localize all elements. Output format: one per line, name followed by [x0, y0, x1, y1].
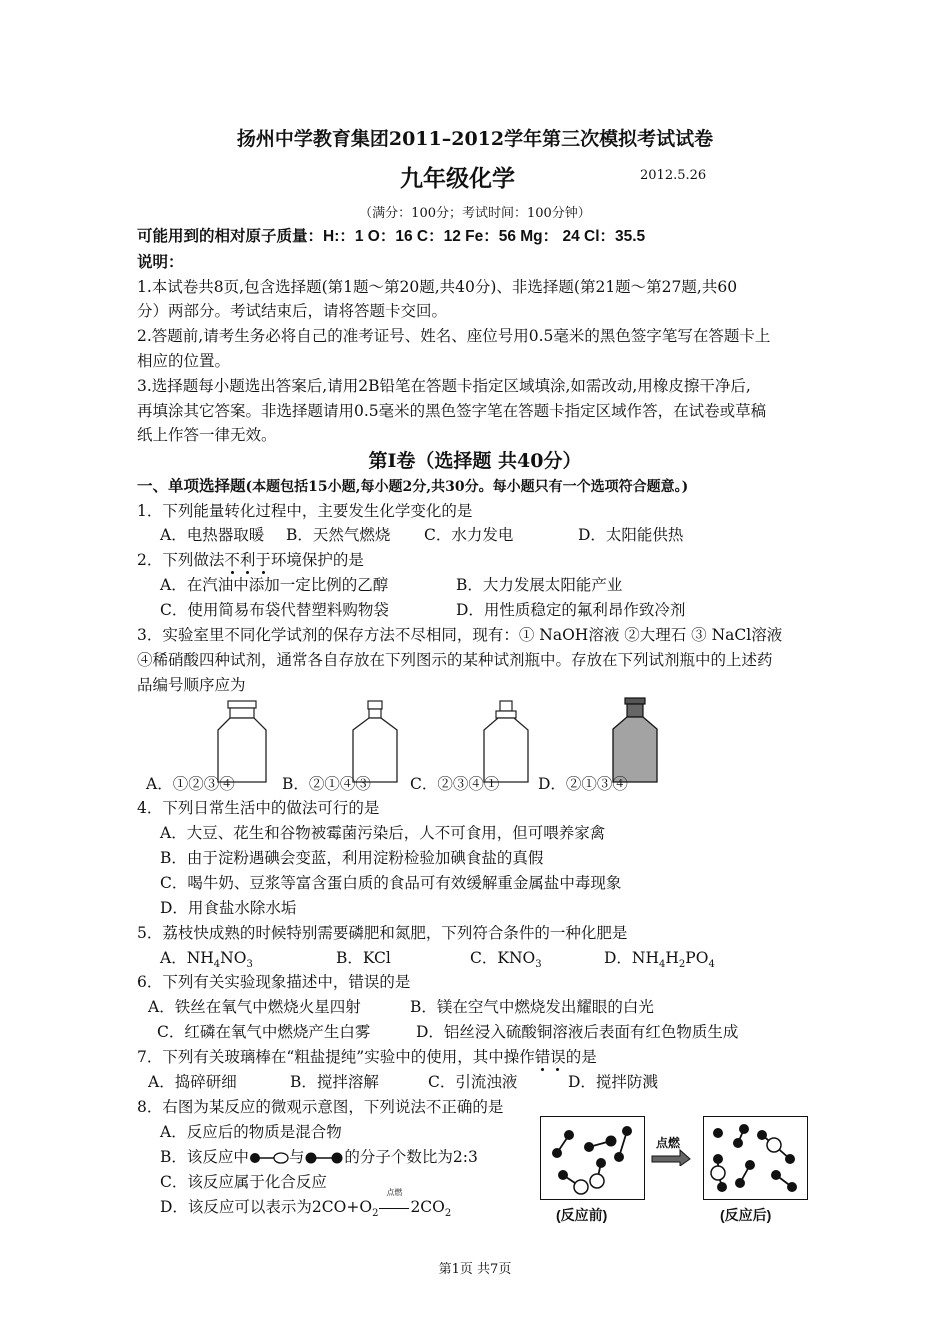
score-line: （满分：100分；考试时间：100分钟）	[359, 206, 591, 221]
wide-mouth-bottle-icon	[214, 700, 270, 784]
subscript: 3	[246, 959, 253, 971]
brown-bottle-icon	[610, 697, 660, 784]
subscript: 2	[372, 1208, 379, 1220]
question-6-stem: 6．下列有关实验现象描述中，错误的是	[137, 973, 411, 991]
option-text: B．该反应中	[160, 1148, 249, 1166]
subscript: 4	[213, 959, 221, 971]
note-line: 2.答题前,请考生务必将自己的准考证号、姓名、座位号用0.5毫米的黑色签字笔写在答题卡上	[137, 327, 771, 345]
formula-text: PO	[685, 949, 709, 967]
q8-option-a: A．反应后的物质是混合物	[160, 1123, 342, 1141]
question-8-stem: 8．右图为某反应的微观示意图，下列说法不正确的是	[137, 1098, 504, 1116]
page-footer: 第1页 共7页	[438, 1262, 512, 1277]
exam-date: 2012.5.26	[640, 168, 707, 183]
option-text: 2CO	[410, 1198, 445, 1216]
q8-option-b	[160, 1146, 478, 1168]
question-2-stem	[137, 549, 364, 571]
q6-option-d: D．铝丝浸入硫酸铜溶液后表面有红色物质生成	[416, 1023, 739, 1041]
q3-option-c: C．②③④①	[410, 775, 500, 793]
q3-option-a: A．①②③④	[146, 775, 235, 793]
exam-title: 扬州中学教育集团2011–2012学年第三次模拟考试试卷	[236, 128, 714, 150]
q7-option-b: B．搅拌溶解	[290, 1073, 379, 1091]
stem-text: 7．下列有关玻璃棒在“粗盐提纯”实验中的使用，其中操作	[137, 1048, 535, 1066]
q7-option-d: D．搅拌防溅	[568, 1073, 658, 1091]
q4-option-a: A．大豆、花生和谷物被霉菌污染后，人不可食用，但可喂养家禽	[160, 824, 606, 842]
molecule-o2-icon	[304, 1152, 344, 1164]
subscript: 4	[708, 959, 715, 971]
q4-option-b: B．由于淀粉遇碘会变蓝，利用淀粉检验加碘食盐的真假	[160, 849, 544, 867]
section-title: 第I卷（选择题 共40分）	[368, 450, 582, 472]
note-line: 相应的位置。	[137, 352, 231, 370]
reaction-arrow	[378, 1188, 410, 1218]
after-reaction-box	[703, 1116, 808, 1200]
before-reaction-box	[540, 1116, 645, 1200]
narrow-mouth-bottle-icon	[350, 700, 400, 784]
q6-option-c: C．红磷在氧气中燃烧产生白雾	[157, 1023, 371, 1041]
reaction-condition: 点燃	[386, 1188, 403, 1197]
note-line: 3.选择题每小题选出答案后,请用2B铅笔在答题卡指定区域填涂,如需改动,用橡皮擦干净后,	[137, 377, 751, 395]
question-3-stem: 品编号顺序应为	[137, 676, 246, 694]
q2-option-c: C．使用简易布袋代替塑料购物袋	[160, 601, 389, 619]
q1-option-c: C．水力发电	[424, 526, 514, 544]
q8-option-d	[160, 1188, 452, 1225]
q1-option-a: A．电热器取暖	[160, 526, 265, 544]
dropper-bottle-icon	[481, 700, 531, 784]
stem-text: 的是	[565, 1048, 597, 1066]
note-line: 分）两部分。考试结束后，请将答题卡交回。	[137, 302, 448, 320]
q5-option-b: B．KCl	[336, 949, 391, 967]
question-5-stem: 5．荔枝快成熟的时候特别需要磷肥和氮肥，下列符合条件的一种化肥是	[137, 924, 628, 942]
q2-option-d: D．用性质稳定的氟利昂作致冷剂	[456, 601, 686, 619]
q1-option-d: D．太阳能供热	[578, 526, 684, 544]
q5-option-d	[604, 947, 715, 976]
q4-option-c: C．喝牛奶、豆浆等富含蛋白质的食品可有效缓解重金属盐中毒现象	[160, 874, 622, 892]
part-description: (本题包括15小题,每小题2分,共30分。每小题只有一个选项符合题意。)	[245, 479, 689, 495]
q2-option-a: A．在汽油中添加一定比例的乙醇	[160, 576, 389, 594]
q6-option-b: B．镁在空气中燃烧发出耀眼的白光	[410, 998, 654, 1016]
q5-option-c	[470, 947, 542, 976]
after-molecules-diagram	[704, 1117, 807, 1199]
notes-label: 说明：	[137, 252, 184, 271]
question-1-stem: 1．下列能量转化过程中，主要发生化学变化的是	[137, 502, 473, 520]
subscript: 4	[659, 959, 666, 971]
emphasis-char: 不	[224, 551, 240, 569]
subscript: 3	[535, 959, 542, 971]
emphasis-char: 错	[534, 1048, 551, 1066]
q8-option-c: C．该反应属于化合反应	[160, 1173, 327, 1191]
stem-text: 2．下列做法	[137, 551, 225, 569]
formula-text: D．NH	[604, 949, 660, 967]
q3-option-d: D．②①③④	[538, 775, 628, 793]
formula-text: C．KNO	[470, 949, 536, 967]
before-label: (反应前)	[556, 1207, 608, 1223]
subscript: 2	[444, 1208, 452, 1220]
q1-option-b: B．天然气燃烧	[286, 526, 391, 544]
q4-option-d: D．用食盐水除水垢	[160, 899, 297, 917]
option-text: 与	[288, 1148, 305, 1166]
q7-option-c: C．引流浊液	[428, 1073, 518, 1091]
note-line: 纸上作答一律无效。	[137, 426, 277, 444]
atomic-masses: 可能用到的相对原子质量：H:：1 O：16 C：12 Fe：56 Mg： 24 Cl：35.5	[137, 228, 646, 245]
emphasis-char: 利	[239, 551, 256, 569]
formula-text: H	[665, 949, 679, 967]
stem-text: 环境保护的是	[270, 551, 364, 569]
exam-subtitle: 九年级化学	[400, 165, 515, 192]
note-line: 再填涂其它答案。非选择题请用0.5毫米的黑色签字笔在答题卡指定区域作答，在试卷或草稿	[137, 402, 767, 420]
after-label: (反应后)	[720, 1207, 772, 1223]
formula-text: NO	[220, 949, 247, 967]
q2-option-b: B．大力发展太阳能产业	[456, 576, 623, 594]
q7-option-a: A．捣碎研细	[148, 1073, 237, 1091]
part-heading	[137, 475, 688, 498]
part-title: 一、单项选择题	[137, 476, 246, 495]
option-text: D．该反应可以表示为2CO+O	[160, 1198, 373, 1216]
question-3-stem: ④稀硝酸四种试剂，通常各自存放在下列图示的某种试剂瓶中。存放在下列试剂瓶中的上述药	[137, 651, 773, 669]
q3-option-b: B．②①④③	[282, 775, 371, 793]
emphasis-char: 于	[255, 551, 271, 569]
molecule-co-icon	[249, 1152, 289, 1164]
question-4-stem: 4．下列日常生活中的做法可行的是	[137, 799, 380, 817]
q6-option-a: A．铁丝在氧气中燃烧火星四射	[148, 998, 361, 1016]
option-text: 的分子个数比为2:3	[344, 1148, 478, 1166]
question-7-stem	[137, 1046, 597, 1068]
note-line: 1.本试卷共8页,包含选择题(第1题～第20题,共40分)、非选择题(第21题～第27题,共60	[137, 278, 738, 296]
formula-text: A．NH	[160, 949, 214, 967]
arrow-label: 点燃	[656, 1136, 681, 1150]
question-3-stem: 3．实验室里不同化学试剂的保存方法不尽相同，现有：① NaOH溶液 ②大理石 ③ NaCl溶液	[137, 626, 783, 644]
emphasis-char: 误	[550, 1048, 566, 1066]
before-molecules-diagram	[541, 1117, 644, 1199]
subscript: 2	[678, 959, 686, 971]
